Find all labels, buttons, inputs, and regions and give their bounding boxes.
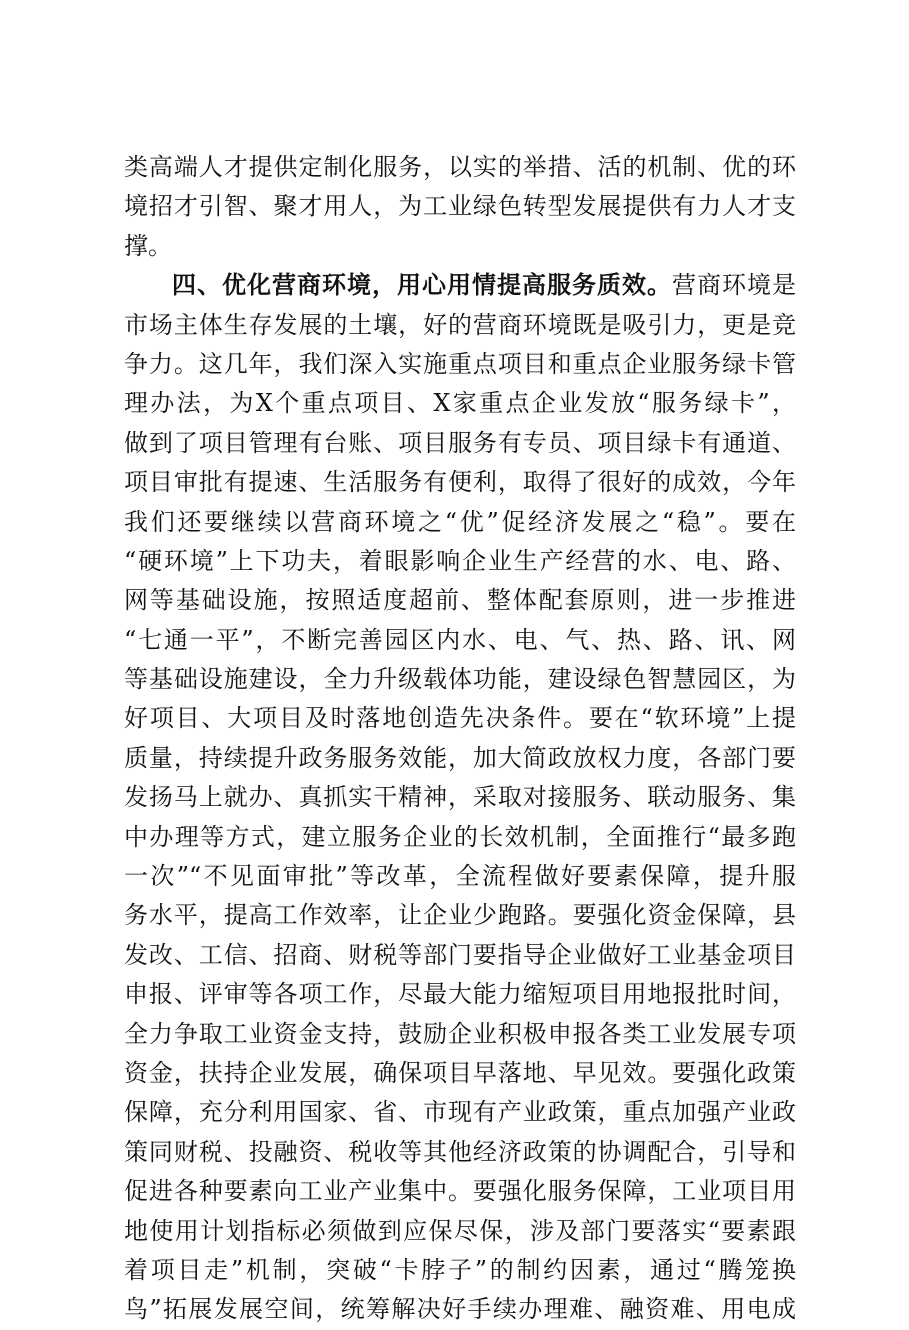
text-line: 鸟”拓展发展空间，统筹解决好手续办理难、融资难、用电成 xyxy=(124,1295,796,1324)
section-heading: 四、优化营商环境，用心用情提高服务质效。 xyxy=(172,271,672,300)
text-line: 好项目、大项目及时落地创造先决条件。要在“软环境”上提 xyxy=(124,704,796,733)
text-line: 项目审批有提速、生活服务有便利，取得了很好的成效，今年 xyxy=(124,468,796,497)
text-line: “七通一平”，不断完善园区内水、电、气、热、路、讯、网 xyxy=(124,625,796,654)
text-line: 网等基础设施，按照适度超前、整体配套原则，进一步推进 xyxy=(124,586,796,615)
text-line: 理办法，为X个重点项目、X家重点企业发放“服务绿卡”， xyxy=(124,389,796,418)
text-line: 着项目走”机制，突破“卡脖子”的制约因素，通过“腾笼换 xyxy=(124,1255,796,1284)
body-text xyxy=(124,148,796,1330)
text-fragment: 营商环境是 xyxy=(672,271,796,300)
text-line: 发改、工信、招商、财税等部门要指导企业做好工业基金项目 xyxy=(124,940,796,969)
text-line: 市场主体生存发展的土壤，好的营商环境既是吸引力，更是竞 xyxy=(124,310,796,339)
text-line: 做到了项目管理有台账、项目服务有专员、项目绿卡有通道、 xyxy=(124,428,796,457)
text-line: 一次”“不见面审批”等改革，全流程做好要素保障，提升服 xyxy=(124,862,796,891)
text-line: 务水平，提高工作效率，让企业少跑路。要强化资金保障，县 xyxy=(124,901,796,930)
text-line: 保障，充分利用国家、省、市现有产业政策，重点加强产业政 xyxy=(124,1098,796,1127)
text-line: “硬环境”上下功夫，着眼影响企业生产经营的水、电、路、 xyxy=(124,546,796,575)
text-line: 类高端人才提供定制化服务，以实的举措、活的机制、优的环 xyxy=(124,153,796,181)
text-line: 撑。 xyxy=(124,231,172,260)
text-line: 中办理等方式，建立服务企业的长效机制，全面推行“最多跑 xyxy=(124,822,796,851)
text-line: 等基础设施建设，全力升级载体功能，建设绿色智慧园区，为 xyxy=(124,665,796,694)
text-line: 地使用计划指标必须做到应保尽保，涉及部门要落实“要素跟 xyxy=(124,1216,796,1245)
text-line: 资金，扶持企业发展，确保项目早落地、早见效。要强化政策 xyxy=(124,1058,796,1087)
text-line: 质量，持续提升政务服务效能，加大简政放权力度，各部门要 xyxy=(124,743,796,772)
text-line: 全力争取工业资金支持，鼓励企业积极申报各类工业发展专项 xyxy=(124,1019,796,1048)
section-heading-line xyxy=(124,266,796,305)
text-line: 促进各种要素向工业产业集中。要强化服务保障，工业项目用 xyxy=(124,1177,796,1206)
text-line: 争力。这几年，我们深入实施重点项目和重点企业服务绿卡管 xyxy=(124,349,796,378)
text-line: 策同财税、投融资、税收等其他经济政策的协调配合，引导和 xyxy=(124,1137,796,1166)
text-line: 我们还要继续以营商环境之“优”促经济发展之“稳”。要在 xyxy=(124,507,796,536)
text-line: 境招才引智、聚才用人，为工业绿色转型发展提供有力人才支 xyxy=(124,192,796,221)
text-line: 申报、评审等各项工作，尽最大能力缩短项目用地报批时间， xyxy=(124,980,796,1009)
text-line: 发扬马上就办、真抓实干精神，采取对接服务、联动服务、集 xyxy=(124,783,796,812)
